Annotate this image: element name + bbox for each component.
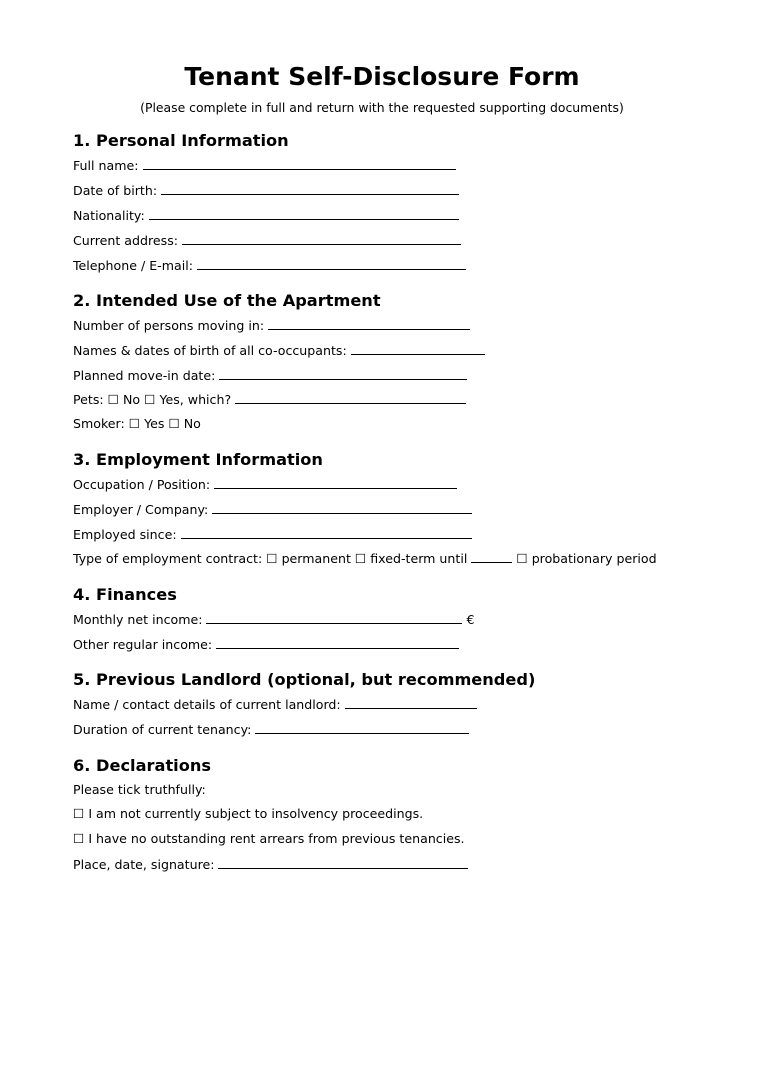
section-heading-previous-landlord: 5. Previous Landlord (optional, but recommended) [73,670,536,689]
other-income-field[interactable] [216,635,459,649]
telephone-email-label: Telephone / E-mail: [73,258,193,273]
date-of-birth-label: Date of birth: [73,183,158,198]
pets-label: Pets: [73,392,104,407]
telephone-email-row [73,256,466,275]
declarations-instruction: Please tick truthfully: [73,782,206,797]
date-of-birth-row [73,181,459,200]
smoker-yes-checkbox[interactable]: ☐ [128,416,141,431]
occupation-label: Occupation / Position: [73,477,211,492]
tenancy-duration-label: Duration of current tenancy: [73,722,252,737]
contract-probationary-checkbox[interactable]: ☐ [516,551,528,566]
employed-since-row [73,525,472,544]
insolvency-checkbox[interactable]: ☐ [73,806,85,821]
full-name-field[interactable] [143,156,456,170]
tenancy-duration-row [73,720,469,739]
occupation-field[interactable] [214,475,457,489]
current-address-label: Current address: [73,233,179,248]
pets-yes-checkbox[interactable]: ☐ [144,392,156,407]
section-heading-declarations: 6. Declarations [73,756,212,775]
full-name-label: Full name: [73,158,139,173]
section-heading-personal: 1. Personal Information [73,131,289,150]
nationality-row [73,206,459,225]
pets-yes-label: Yes, which? [159,392,232,407]
landlord-contact-field[interactable] [345,695,477,709]
signature-label: Place, date, signature: [73,857,215,872]
signature-row [73,855,468,874]
employed-since-label: Employed since: [73,527,177,542]
persons-moving-in-label: Number of persons moving in: [73,318,265,333]
section-heading-finances: 4. Finances [73,585,177,604]
landlord-contact-row [73,695,477,714]
contract-permanent-checkbox[interactable]: ☐ [266,551,278,566]
occupation-row [73,475,457,494]
contract-permanent-label: permanent [281,551,351,566]
nationality-label: Nationality: [73,208,145,223]
employer-row [73,500,472,519]
smoker-row [73,415,201,433]
nationality-field[interactable] [149,206,459,220]
pets-no-checkbox[interactable]: ☐ [107,392,119,407]
move-in-date-field[interactable] [219,366,467,380]
signature-field[interactable] [218,855,468,869]
co-occupants-field[interactable] [351,341,485,355]
monthly-net-income-label: Monthly net income: [73,612,203,627]
telephone-email-field[interactable] [197,256,466,270]
rent-arrears-checkbox[interactable]: ☐ [73,831,85,846]
contract-fixed-term-label: fixed-term until [370,551,468,566]
page-subtitle: (Please complete in full and return with the requested supporting documents) [140,100,624,115]
employer-label: Employer / Company: [73,502,209,517]
page-title: Tenant Self-Disclosure Form [184,62,580,91]
monthly-net-income-field[interactable] [206,610,462,624]
current-address-row [73,231,461,250]
monthly-net-income-row [73,610,475,629]
contract-fixed-term-checkbox[interactable]: ☐ [354,551,367,566]
full-name-row [73,156,456,175]
persons-moving-in-field[interactable] [268,316,470,330]
tenancy-duration-field[interactable] [255,720,469,734]
move-in-date-row [73,366,467,385]
pets-no-label: No [122,392,141,407]
persons-moving-in-row [73,316,470,335]
smoker-label: Smoker: [73,416,125,431]
contract-type-label: Type of employment contract: [73,551,263,566]
smoker-no-checkbox[interactable]: ☐ [168,416,180,431]
date-of-birth-field[interactable] [161,181,459,195]
employed-since-field[interactable] [181,525,472,539]
section-heading-intended-use: 2. Intended Use of the Apartment [73,291,381,310]
rent-arrears-label: I have no outstanding rent arrears from previous tenancies. [88,831,465,846]
insolvency-label: I am not currently subject to insolvency proceedings. [88,806,424,821]
move-in-date-label: Planned move-in date: [73,368,216,383]
pets-which-field[interactable] [235,390,466,404]
rent-arrears-row [73,830,465,848]
other-income-label: Other regular income: [73,637,213,652]
contract-probationary-label: probationary period [531,551,657,566]
section-heading-employment: 3. Employment Information [73,450,323,469]
landlord-contact-label: Name / contact details of current landlord: [73,697,341,712]
co-occupants-label: Names & dates of birth of all co-occupants: [73,343,347,358]
contract-type-row [73,549,657,568]
pets-row [73,390,466,409]
insolvency-row [73,805,423,823]
current-address-field[interactable] [182,231,461,245]
smoker-yes-label: Yes [144,416,165,431]
contract-end-date-field[interactable] [471,549,512,563]
co-occupants-row [73,341,485,360]
other-income-row [73,635,459,654]
smoker-no-label: No [183,416,201,431]
employer-field[interactable] [212,500,472,514]
currency-symbol: € [466,612,475,627]
